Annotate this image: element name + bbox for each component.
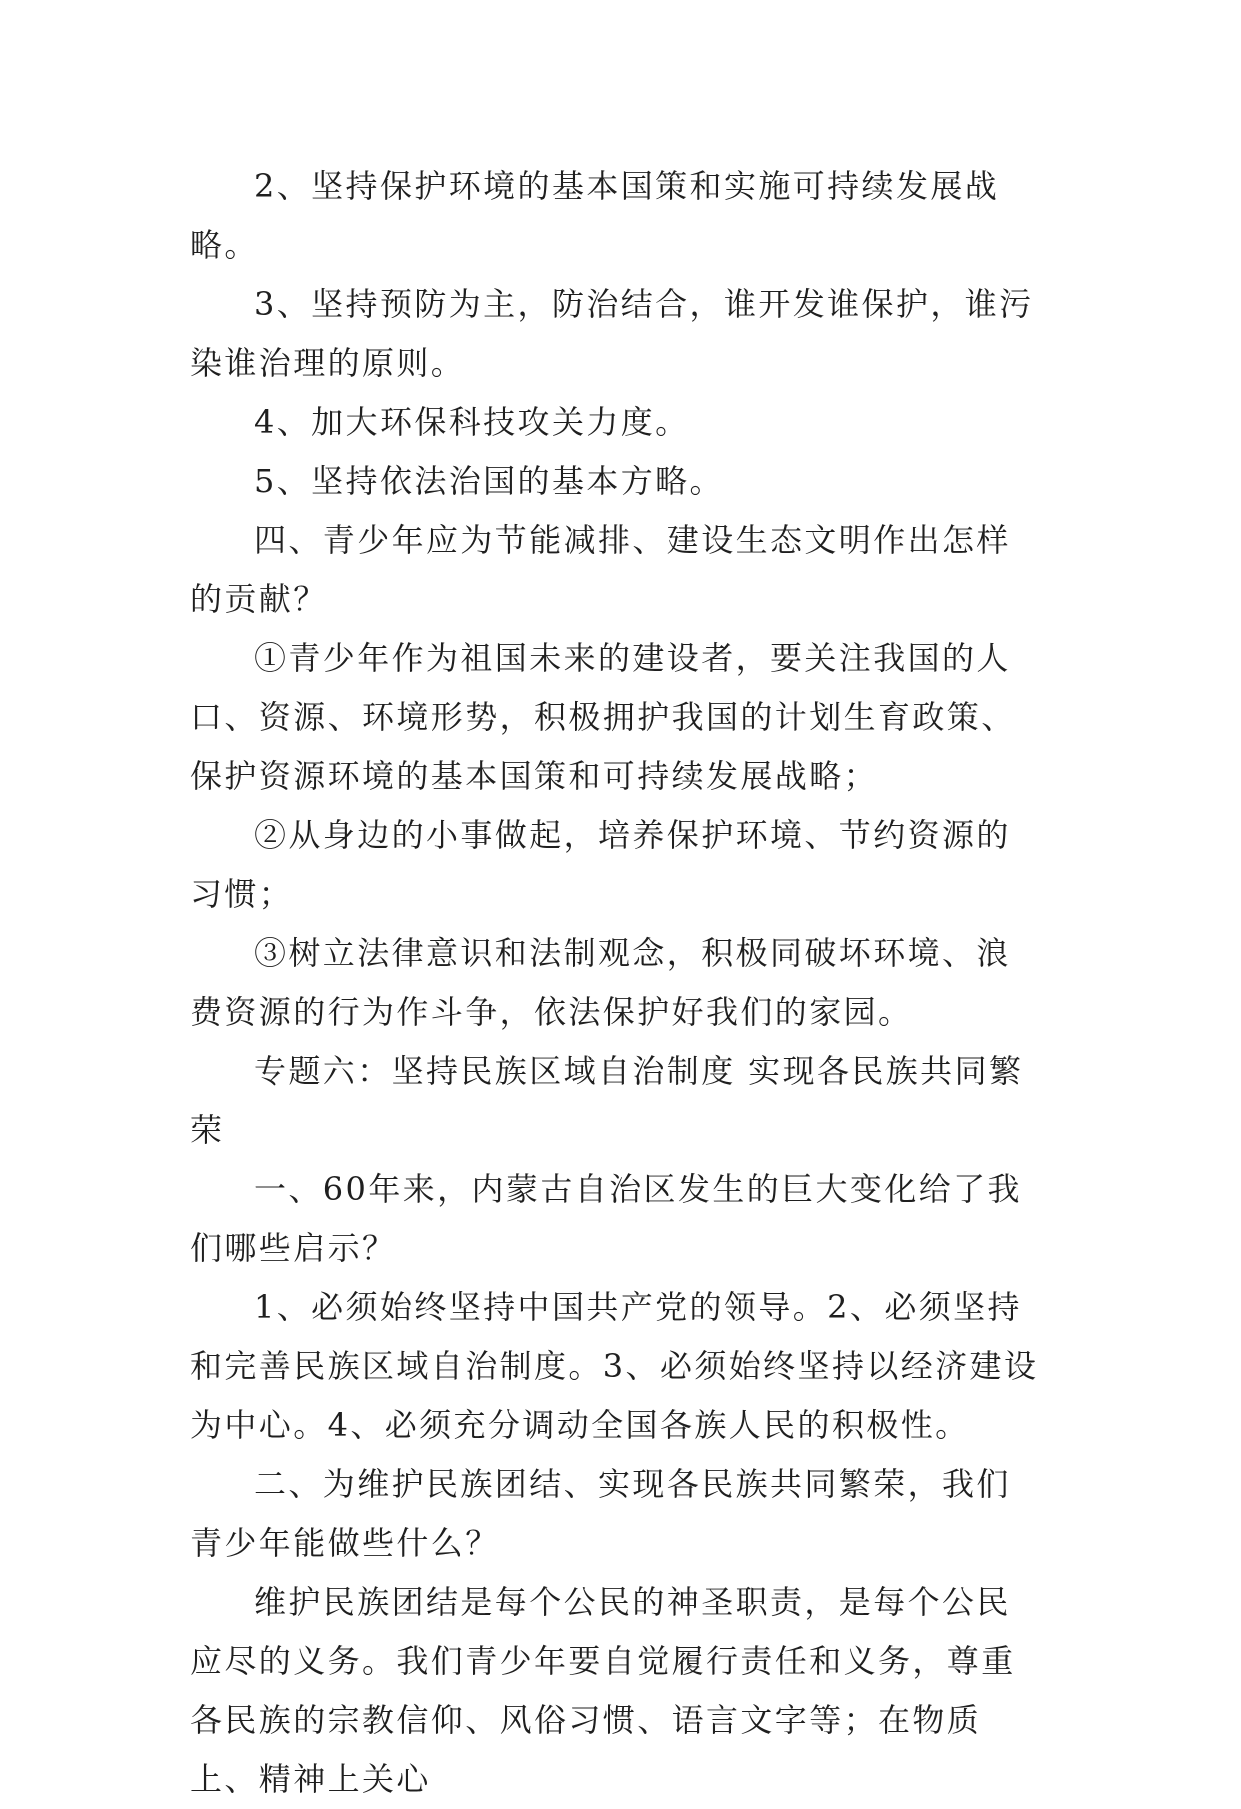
question-heading-four: 四、青少年应为节能减排、建设生态文明作出怎样的贡献？: [190, 521, 1011, 618]
answer-point-1: ①青少年作为祖国未来的建设者，要关注我国的人口、资源、环境形势，积极拥护我国的计划生育政策、保护资源环境的基本国策和可持续发展战略；: [190, 639, 1016, 795]
question-heading-one: 一、60年来，内蒙古自治区发生的巨大变化给了我们哪些启示？: [190, 1170, 1022, 1267]
paragraph-policy-item-4: 4、加大环保科技攻关力度。: [254, 403, 690, 441]
question-heading-two: 二、为维护民族团结、实现各民族共同繁荣，我们青少年能做些什么？: [190, 1465, 1011, 1562]
paragraph-policy-item-2: 2、坚持保护环境的基本国策和实施可持续发展战略。: [190, 167, 1000, 264]
answer-paragraph-unity: 维护民族团结是每个公民的神圣职责，是每个公民应尽的义务。我们青少年要自觉履行责任和义务，尊重各民族的宗教信仰、风俗习惯、语言文字等；在物质上、精神上关心: [190, 1583, 1016, 1798]
answer-point-2: ②从身边的小事做起，培养保护环境、节约资源的习惯；: [190, 816, 1011, 913]
document-body: [190, 157, 1045, 1809]
section-title-topic-six: 专题六：坚持民族区域自治制度 实现各民族共同繁荣: [190, 1052, 1024, 1149]
answer-numbered-points: 1、必须始终坚持中国共产党的领导。2、必须坚持和完善民族区域自治制度。3、必须始终坚持以经济建设为中心。4、必须充分调动全国各族人民的积极性。: [190, 1288, 1039, 1444]
paragraph-policy-item-3: 3、坚持预防为主，防治结合，谁开发谁保护，谁污染谁治理的原则。: [190, 285, 1034, 382]
answer-point-3: ③树立法律意识和法制观念，积极同破坏环境、浪费资源的行为作斗争，依法保护好我们的家园。: [190, 934, 1011, 1031]
paragraph-policy-item-5: 5、坚持依法治国的基本方略。: [254, 462, 724, 500]
